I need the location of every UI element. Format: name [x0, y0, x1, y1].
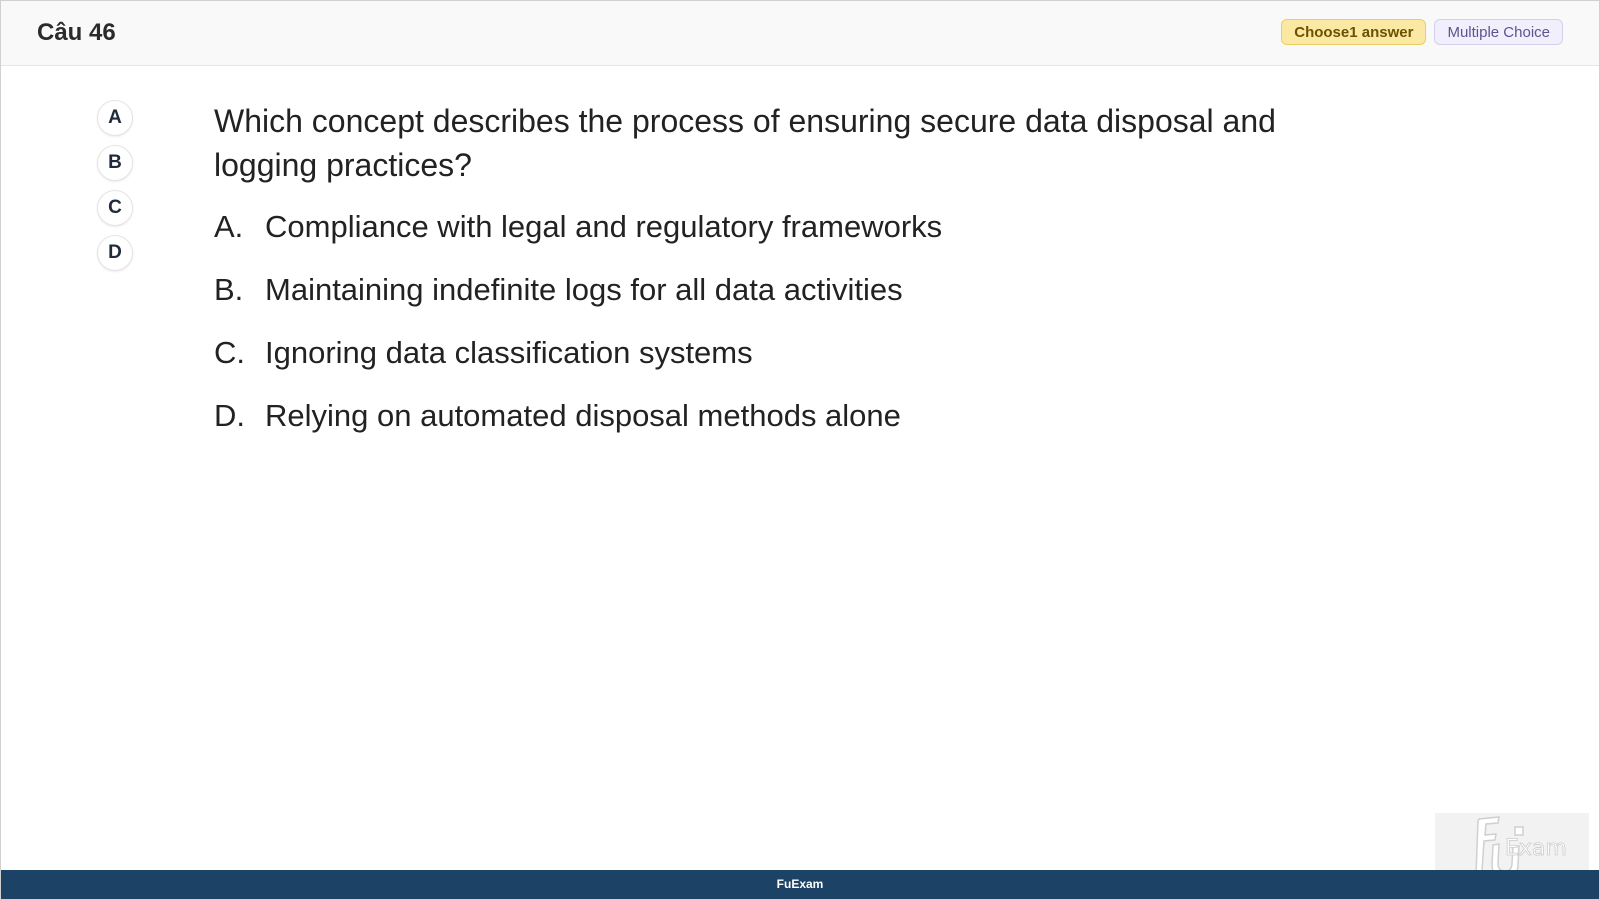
footer-brand-bar: FuExam [1, 870, 1599, 899]
question-number-title: Câu 46 [37, 19, 116, 46]
question-badges [1281, 19, 1563, 45]
answer-options-list [214, 209, 1414, 461]
option-text: Compliance with legal and regulatory frameworks [265, 209, 943, 244]
option-letter: C. [214, 335, 245, 370]
svg-text:Exam: Exam [1505, 836, 1567, 861]
answer-button-b[interactable]: B [97, 145, 133, 181]
option-letter: D. [214, 398, 245, 433]
option-text: Ignoring data classification systems [265, 335, 753, 370]
question-type-badge: Multiple Choice [1434, 19, 1563, 45]
option-d[interactable] [214, 398, 1414, 461]
option-text: Maintaining indefinite logs for all data activities [265, 272, 903, 307]
question-header [1, 1, 1599, 66]
question-text: Which concept describes the process of ensuring secure data disposal and logging practices? [214, 103, 1276, 183]
option-text: Relying on automated disposal methods alone [265, 398, 901, 433]
option-a[interactable] [214, 209, 1414, 272]
option-letter: B. [214, 272, 244, 307]
option-c[interactable] [214, 335, 1414, 398]
answer-letter-buttons [97, 100, 133, 271]
choose-answer-badge: Choose1 answer [1281, 19, 1426, 45]
answer-button-a[interactable]: A [97, 100, 133, 136]
answer-button-d[interactable]: D [97, 235, 133, 271]
option-b[interactable] [214, 272, 1414, 335]
answer-button-c[interactable]: C [97, 190, 133, 226]
option-letter: A. [214, 209, 244, 244]
